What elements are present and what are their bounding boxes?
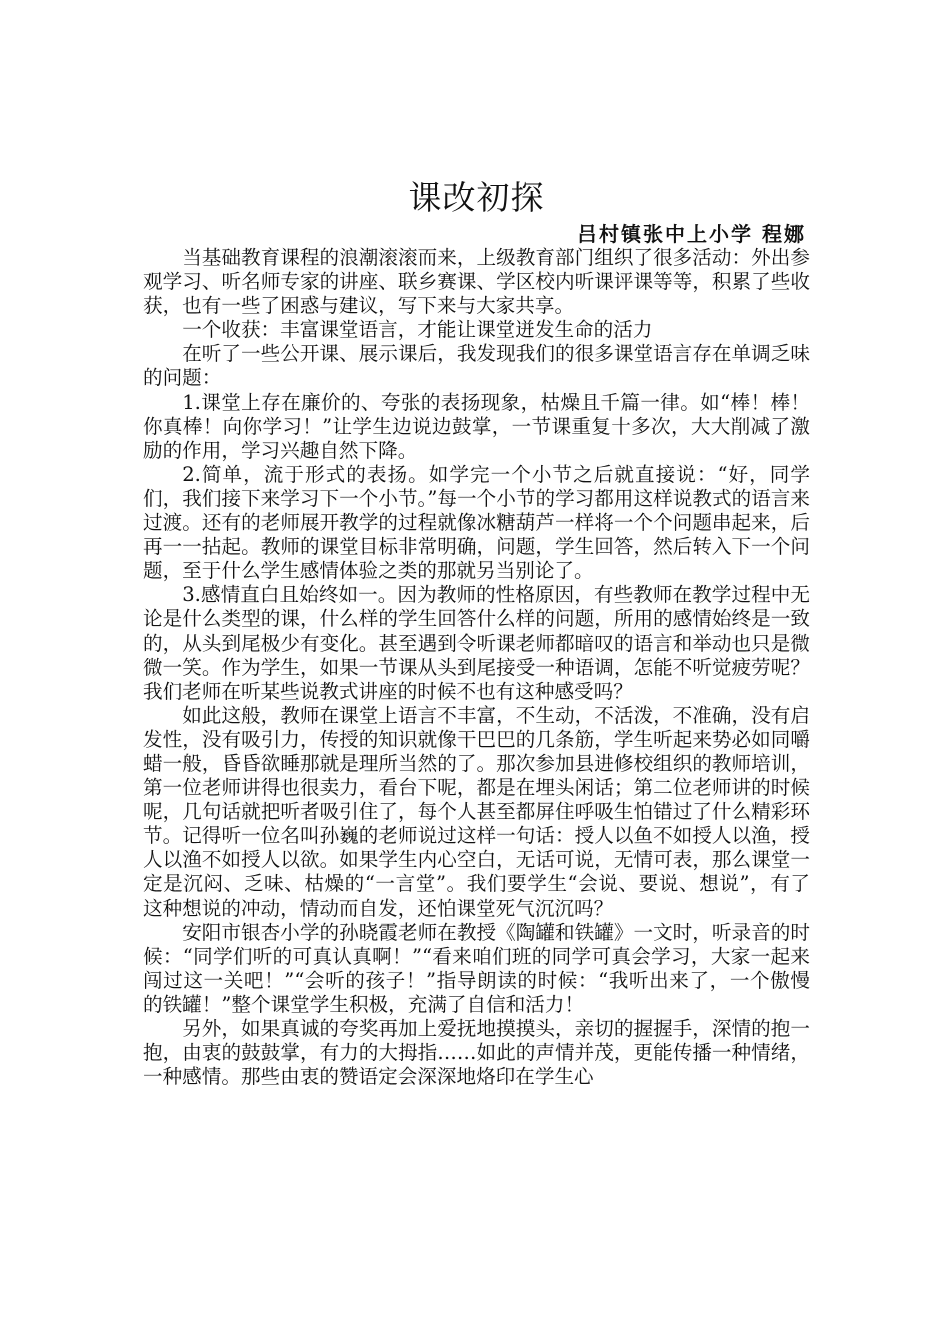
paragraph-observation: 在听了一些公开课、展示课后，我发现我们的很多课堂语言存在单调乏味的问题： [143, 342, 810, 390]
paragraph-example: 安阳市银杏小学的孙晓霞老师在教授《陶罐和铁罐》一文时，听录音的时候：“同学们听的可真认真啊！”“看来咱们班的同学可真会学习，大家一起来闯过这一关吧！”“会听的孩子！”指导朗读的时候：“我听出来了，一个傲慢的铁罐！”整个课堂学生积极，充满了自信和活力！ [143, 920, 810, 1016]
document-author: 吕村镇张中上小学 程娜 [577, 222, 806, 246]
paragraph-discussion: 如此这般，教师在课堂上语言不丰富，不生动，不活泼，不准确，没有启发性，没有吸引力，传授的知识就像干巴巴的几条筋，学生听起来势必如同嚼蜡一般，昏昏欲睡那就是理所当然的了。那次参加县进修校组织的教师培训，第一位老师讲得也很卖力，看台下呢，都是在埋头闲话；第二位老师讲的时候呢，几句话就把听者吸引住了，每个人甚至都屏住呼吸生怕错过了什么精彩环节。记得听一位名叫孙巍的老师说过这样一句话：授人以鱼不如授人以渔，授人以渔不如授人以欲。如果学生内心空白，无话可说，无情可表，那么课堂一定是沉闷、乏味、枯燥的“一言堂”。我们要学生“会说、要说、想说”，有了这种想说的冲动，情动而自发，还怕课堂死气沉沉吗？ [143, 703, 810, 920]
paragraph-point-3: 3.感情直白且始终如一。因为教师的性格原因，有些教师在教学过程中无论是什么类型的课，什么样的学生回答什么样的问题，所用的感情始终是一致的，从头到尾极少有变化。甚至遇到令听课老师都暗叹的语言和举动也只是微微一笑。作为学生，如果一节课从头到尾接受一种语调，怎能不听觉疲劳呢？我们老师在听某些说教式讲座的时候不也有这种感受吗？ [143, 583, 810, 703]
paragraph-intro: 当基础教育课程的浪潮滚滚而来，上级教育部门组织了很多活动：外出参观学习、听名师专家的讲座、联乡赛课、学区校内听课评课等等，积累了些收获，也有一些了困惑与建议，写下来与大家共享。 [143, 246, 810, 318]
paragraph-point-2: 2.简单，流于形式的表扬。如学完一个小节之后就直接说：“好，同学们，我们接下来学习下一个小节。”每一个小节的学习都用这样说教式的语言来过渡。还有的老师展开教学的过程就像冰糖葫芦一样将一个个问题串起来，后再一一拈起。教师的课堂目标非常明确，问题，学生回答，然后转入下一个问题，至于什么学生感情体验之类的那就另当别论了。 [143, 462, 810, 583]
document-title: 课改初探 [408, 178, 545, 217]
document-page [143, 176, 810, 1089]
paragraph-conclusion: 另外，如果真诚的夸奖再加上爱抚地摸摸头，亲切的握握手，深情的抱一抱，由衷的鼓鼓掌，有力的大拇指……如此的声情并茂，更能传播一种情绪，一种感情。那些由衷的赞语定会深深地烙印在学生心 [143, 1017, 810, 1089]
paragraph-heading-gain: 一个收获：丰富课堂语言，才能让课堂迸发生命的活力 [182, 318, 653, 342]
paragraph-point-1: 1.课堂上存在廉价的、夸张的表扬现象，枯燥且千篇一律。如“棒！棒！你真棒！向你学习！”让学生边说边鼓掌，一节课重复十多次，大大削减了激励的作用，学习兴趣自然下降。 [143, 390, 810, 462]
